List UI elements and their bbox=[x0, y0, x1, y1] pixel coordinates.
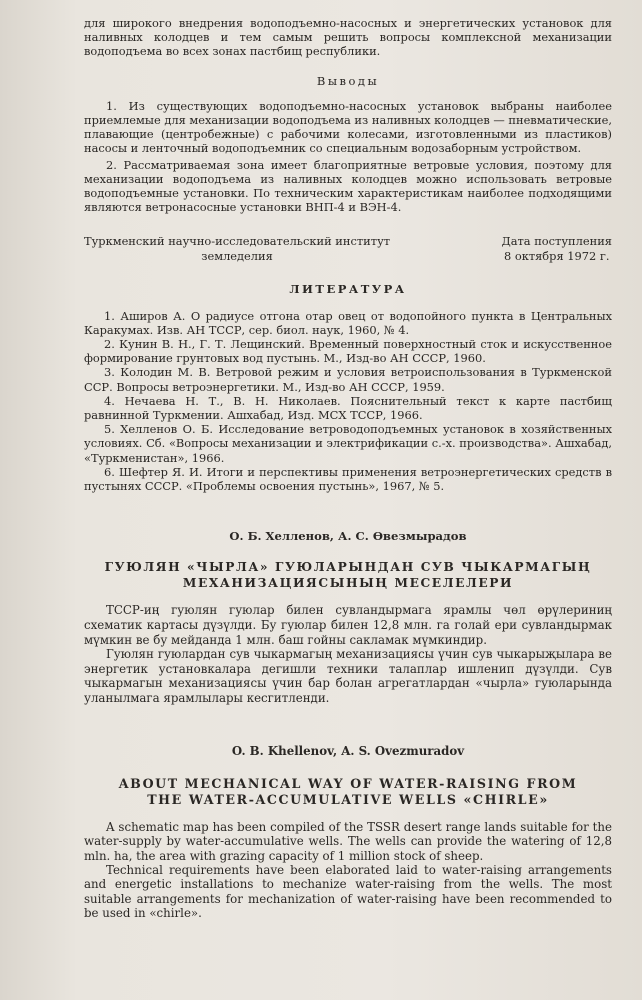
received-line-1: Дата поступления bbox=[501, 234, 612, 249]
institute-name bbox=[84, 234, 390, 264]
received-line-2: 8 октября 1972 г. bbox=[503, 249, 610, 264]
reference-item: 4. Нечаева Н. Т., В. Н. Николаев. Пояснительный текст к карте пастбищ равнинной Туркмении. Ашхабад, Изд. МСХ ТССР, 1966. bbox=[84, 393, 612, 423]
conclusion-item-1: 1. Из существующих водоподъемно-насосных установок выбраны наиболее приемлемые для механизации водоподъема из наливных колодцев — пневматические, плавающие (центробежные) с рабочими колесами, изготовленными из пластиков) насосы и ленточный водоподъемник со специальным водозаборным устройством. bbox=[84, 98, 612, 156]
turkmen-title bbox=[84, 559, 612, 591]
english-abstract-paragraph-2: Technical requirements have been elaborated laid to water-raising arrangements and energetic installations to mechanize water-raising from the wells. The most suitable arrangements for mechanization of water-raising have been recommended to be used in «chirle». bbox=[84, 863, 612, 921]
literature-heading: ЛИТЕРАТУРА bbox=[289, 282, 407, 297]
reference-item: 5. Хелленов О. Б. Исследование ветроводоподъемных установок в хозяйственных условиях. Сб. «Вопросы механизации и электрификации с.-х. производства». Ашхабад, «Туркменистан», 1966. bbox=[84, 422, 612, 465]
english-title-line-1: ABOUT MECHANICAL WAY OF WATER-RAISING FROM bbox=[118, 775, 578, 791]
reference-item: 2. Кунин В. Н., Г. Т. Лещинский. Временный поверхностный сток и искусственное формирование грунтовых вод пустынь. М., Изд-во АН СССР, 1960. bbox=[84, 337, 612, 366]
english-title-line-2: THE WATER-ACCUMULATIVE WELLS «CHIRLE» bbox=[147, 791, 549, 807]
turkmen-authors: О. Б. Хелленов, А. С. Өвезмырадов bbox=[229, 529, 467, 544]
affiliation-block bbox=[84, 234, 612, 264]
institute-line-2: земледелия bbox=[201, 249, 273, 264]
reference-item: 1. Аширов А. О радиусе отгона отар овец от водопойного пункта в Центральных Каракумах. Изв. АН ТССР, сер. биол. наук, 1960, № 4. bbox=[84, 308, 612, 337]
conclusions-heading: Выводы bbox=[316, 73, 380, 88]
english-authors: O. B. Khellenov, A. S. Ovezmuradov bbox=[231, 743, 465, 758]
turkmen-abstract-paragraph-1: ТССР-иң гуюлян гуюлар билен сувландырмага ярамлы чөл өрүлериниң схематик картасы дүзүлди. Бу гуюлар билен 12,8 млн. га голай ери сувландырмак мүмкин ве бу мейданда 1 млн. баш гойны сакламак мүмкиндир. bbox=[84, 603, 612, 647]
institute-line-1: Туркменский научно-исследовательский институт bbox=[84, 234, 391, 249]
english-abstract-paragraph-1: A schematic map has been compiled of the TSSR desert range lands suitable for the water-supply by water-accumulative wells. The wells can provide the watering of 12,8 mln. ha, the area with grazing capacity of 1 million stock of sheep. bbox=[84, 819, 612, 863]
turkmen-title-line-2: МЕХАНИЗАЦИЯСЫНЫҢ МЕСЕЛЕЛЕРИ bbox=[182, 576, 514, 591]
conclusion-item-2: 2. Рассматриваемая зона имеет благоприятные ветровые условия, поэтому для механизации водоподъема из наливных колодцев можно использовать ветровые водоподъемные установки. По техническим характеристикам наиболее подходящими являются ветронасосные установки ВНП-4 и ВЭН-4. bbox=[84, 157, 612, 215]
reference-item: 6. Шефтер Я. И. Итоги и перспективы применения ветроэнергетических средств в пустынях СССР. «Проблемы освоения пустынь», 1967, № 5. bbox=[84, 464, 612, 494]
intro-tail-paragraph: для широкого внедрения водоподъемно-насосных и энергетических установок для наливных колодцев и тем самым решить вопросы комплексной механизации водоподъема во всех зонах пастбищ республики. bbox=[84, 16, 612, 59]
reference-item: 3. Колодин М. В. Ветровой режим и условия ветроиспользования в Туркменской ССР. Вопросы ветроэнергетики. М., Изд-во АН СССР, 1959. bbox=[84, 365, 612, 394]
received-date bbox=[501, 234, 612, 264]
reference-list bbox=[84, 309, 612, 494]
english-title bbox=[84, 776, 612, 808]
english-abstract bbox=[84, 820, 612, 921]
turkmen-title-line-1: ГУЮЛЯН «ЧЫРЛА» ГУЮЛАРЫНДАН СУВ ЧЫКАРМАГЫҢ bbox=[104, 560, 592, 575]
turkmen-abstract-paragraph-2: Гуюлян гуюлардан сув чыкармагың механизациясы үчин сув чыкарыҗылара ве энергетик установкалара дегишли техники талаплар ишленип дүзүлди. Сув чыкармагын механизациясы үчин бар болан агрегатлардан «чырла» гуюларында уланылмага ярамлылары кесгитленди. bbox=[84, 647, 612, 706]
